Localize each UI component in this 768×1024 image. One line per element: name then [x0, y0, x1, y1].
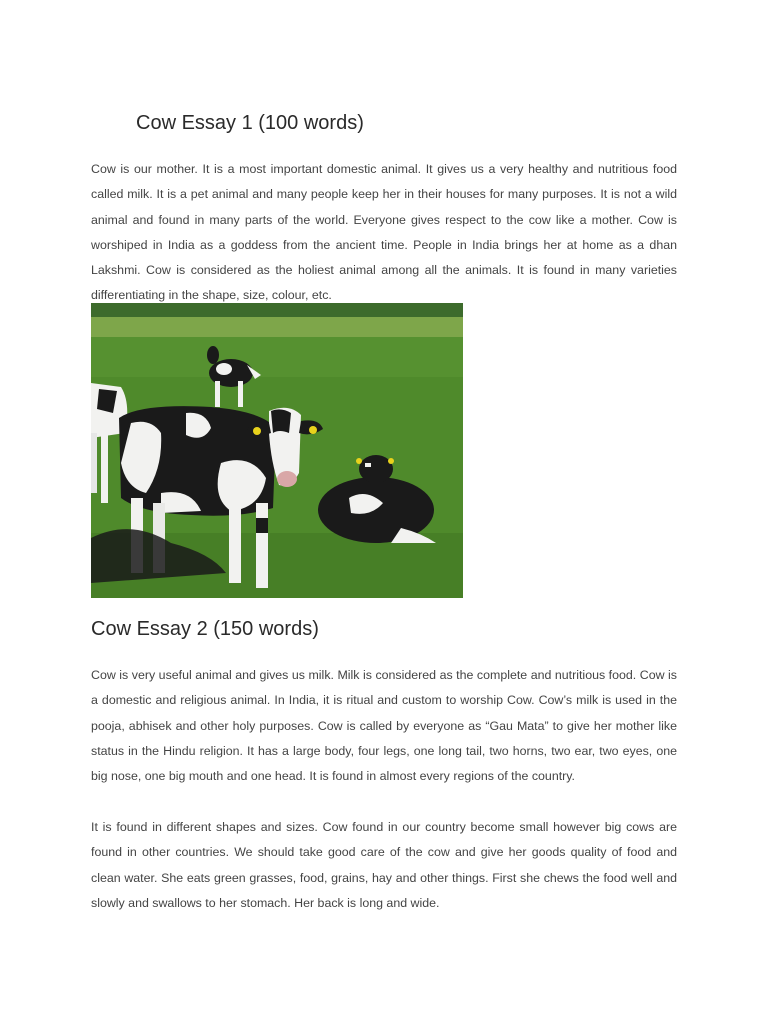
- cows-illustration: [91, 303, 463, 598]
- tree-line: [91, 303, 463, 317]
- essay1-title: Cow Essay 1 (100 words): [136, 112, 364, 134]
- cows-in-field-photo: [91, 303, 463, 598]
- essay2-paragraph-1: Cow is very useful animal and gives us milk. Milk is considered as the complete and nutritious food. Cow is a domestic and religious animal. In India, it is ritual and custom to worship Cow. Cow’s milk is used in the pooja, abhisek and other holy purposes. Cow is called by everyone as “Gau Mata” to give her mother like status in the Hindu religion. It has a large body, four legs, one long tail, two horns, two ear, two eyes, one big nose, one big mouth and one head. It is found in almost every regions of the country.: [91, 668, 677, 784]
- ear-tag-right: [309, 426, 317, 434]
- essay2-title: Cow Essay 2 (150 words): [91, 618, 319, 640]
- essay1-paragraph: Cow is our mother. It is a most important domestic animal. It gives us a very healthy and nutritious food called milk. It is a pet animal and many people keep her in their houses for many purposes. It is not a wild animal and found in many parts of the world. Everyone gives respect to the cow like a mother. Cow is worshiped in India as a goddess from the ancient time. People in India brings her at home as a dhan Lakshmi. Cow is considered as the holiest animal among all the animals. It is found in many varieties differentiating in the shape, size, colour, etc.: [91, 162, 677, 303]
- far-field: [91, 317, 463, 337]
- ear-tag-left: [253, 427, 261, 435]
- essay2-paragraph-2: It is found in different shapes and sizes. Cow found in our country become small however big cows are found in other countries. We should take good care of the cow and give her goods quality of food and clean water. She eats green grasses, food, grains, hay and other things. First she chews the food well and slowly and swallows to her stomach. Her back is long and wide.: [91, 820, 677, 910]
